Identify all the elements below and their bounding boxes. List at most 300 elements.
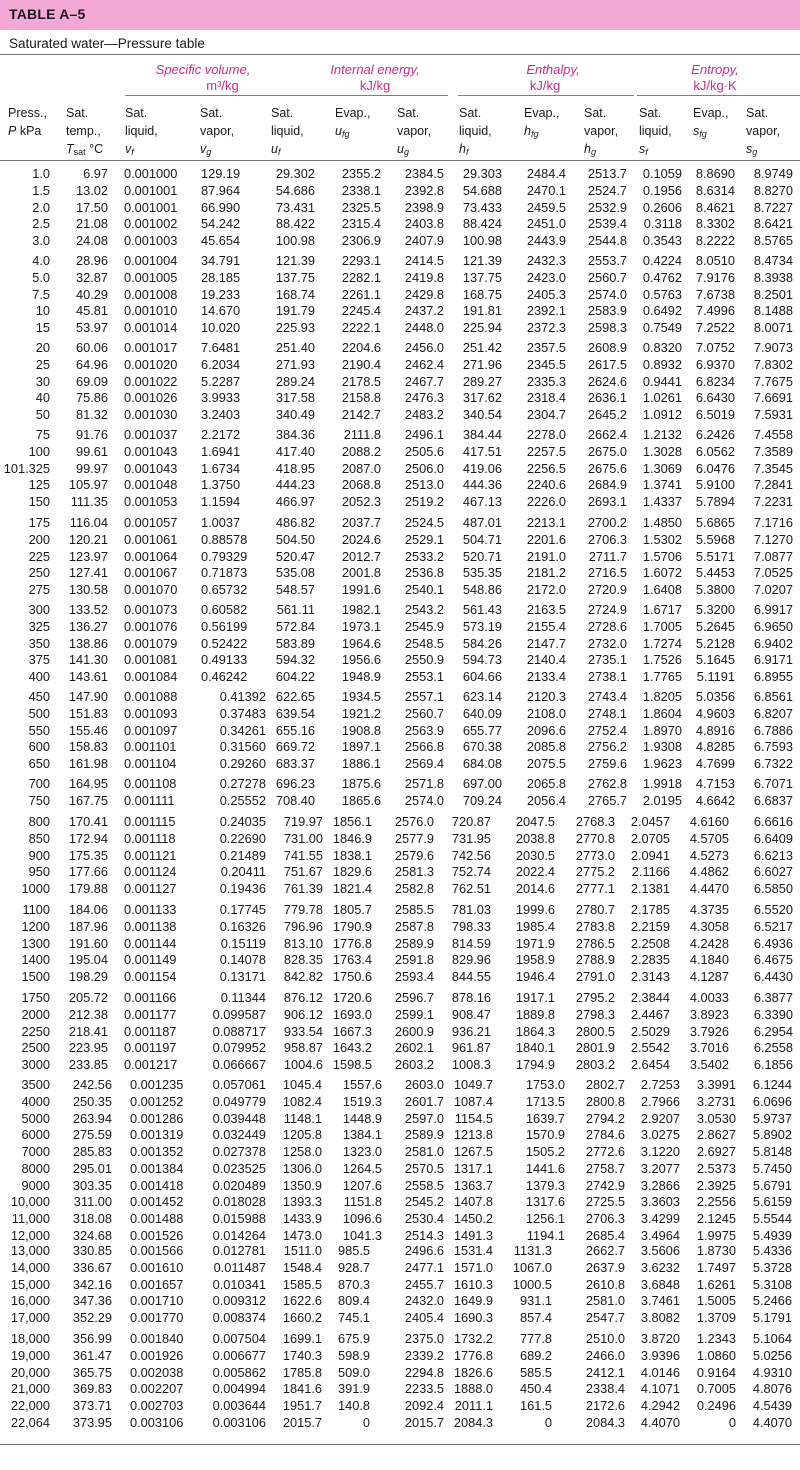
cell-ufg: 2204.6: [341, 340, 381, 355]
cell-hg: 2610.8: [585, 1276, 625, 1292]
cell-sfg: 4.8285: [695, 739, 735, 755]
cell-hg: 2800.8: [585, 1093, 625, 1109]
colhead-hfg: Evap., $h_{fg}$: [524, 106, 560, 139]
cell-tsat: 6.97: [83, 166, 108, 181]
cell-ug: 2392.8: [404, 182, 444, 198]
cell-ufg: 928.7: [337, 1259, 370, 1275]
cell-uf: 1699.1: [282, 1331, 322, 1346]
cell-ug: 2533.2: [404, 548, 444, 564]
cell-vf: 0.001127: [124, 881, 177, 896]
colhead-uf: Sat. liquid, $u_f$: [271, 106, 304, 157]
cell-hfg: 1505.2: [525, 1144, 565, 1159]
cell-sg: 5.6791: [752, 1177, 792, 1193]
cell-ufg: 1982.1: [341, 602, 381, 617]
cell-sfg: 2.3925: [696, 1177, 736, 1193]
cell-press: 350: [28, 635, 50, 651]
cell-hg: 2617.5: [587, 356, 627, 372]
cell-sg: 6.7071: [753, 776, 793, 791]
cell-press: 500: [28, 705, 50, 721]
cell-ug: 2600.9: [394, 1023, 434, 1039]
cell-hf: 54.688: [462, 182, 502, 198]
cell-hg: 2172.6: [585, 1398, 625, 1413]
cell-ug: 2233.5: [404, 1381, 444, 1397]
cell-press: 1500: [21, 969, 50, 984]
cell-vg: 19.233: [201, 286, 241, 302]
cell-uf: 1306.0: [282, 1160, 322, 1176]
cell-sfg: 5.3200: [695, 602, 735, 617]
cell-ufg: 2142.7: [341, 407, 381, 422]
cell-sf: 3.2866: [640, 1177, 680, 1193]
cell-uf: 1951.7: [282, 1398, 322, 1413]
cell-vf: 0.001384: [130, 1160, 184, 1176]
cell-ufg: 1151.8: [343, 1194, 382, 1210]
cell-press: 650: [28, 756, 50, 771]
cell-tsat: 141.30: [68, 652, 108, 668]
cell-sg: 6.5217: [753, 918, 793, 934]
cell-tsat: 187.96: [68, 918, 108, 934]
cell-sg: 4.8076: [752, 1381, 792, 1397]
cell-vf: 0.001108: [124, 776, 177, 791]
cell-vf: 0.001138: [124, 918, 177, 934]
cell-sfg: 6.6430: [695, 390, 735, 406]
cell-tsat: 223.95: [68, 1040, 108, 1056]
cell-hf: 798.33: [451, 918, 491, 934]
cell-hg: 2791.0: [575, 969, 615, 984]
cell-sf: 3.6848: [640, 1276, 680, 1292]
cell-hg: 2798.3: [575, 1006, 615, 1022]
cell-hf: 535.35: [462, 565, 502, 581]
cell-hg: 2662.7: [585, 1243, 625, 1258]
cell-vg: 0.012781: [212, 1243, 266, 1258]
cell-sf: 1.5706: [642, 548, 682, 564]
cell-ug: 2591.8: [394, 952, 434, 968]
cell-hg: 2748.1: [587, 705, 627, 721]
cell-sfg: 7.4996: [695, 303, 735, 319]
cell-sf: 1.9918: [642, 776, 682, 791]
cell-ufg: 1897.1: [341, 739, 381, 755]
cell-vg: 0.29260: [219, 756, 266, 771]
cell-hfg: 2392.1: [526, 303, 566, 319]
cell-tsat: 347.36: [72, 1293, 112, 1309]
cell-hf: 604.66: [462, 669, 502, 684]
cell-sfg: 5.1645: [695, 652, 735, 668]
cell-vg: 0.60582: [201, 602, 248, 617]
cell-ug: 2448.0: [404, 320, 444, 335]
cell-hf: 73.433: [462, 199, 502, 215]
cell-vf: 0.001488: [130, 1211, 184, 1226]
cell-sfg: 8.8690: [695, 166, 735, 181]
cell-vg: 6.2034: [201, 356, 241, 372]
cell-sfg: 1.3709: [696, 1310, 736, 1325]
cell-vf: 0.001418: [130, 1177, 184, 1193]
cell-ufg: 2088.2: [341, 443, 381, 459]
cell-vg: 0.014264: [212, 1227, 266, 1243]
cell-press: 125: [28, 477, 50, 493]
cell-sg: 5.8148: [752, 1144, 792, 1159]
cell-press: 2250: [21, 1023, 50, 1039]
cell-sfg: 7.6738: [695, 286, 735, 302]
cell-press: 700: [28, 776, 50, 791]
cell-hfg: 2256.5: [526, 460, 566, 476]
cell-ug: 2375.0: [404, 1331, 444, 1346]
cell-hf: 1888.0: [453, 1381, 493, 1397]
cell-hfg: 2240.6: [526, 477, 566, 493]
cell-uf: 622.65: [275, 689, 315, 704]
cell-vg: 0.099587: [212, 1006, 266, 1022]
cell-ufg: 2315.4: [341, 216, 381, 232]
cell-hg: 2725.5: [585, 1194, 625, 1210]
cell-sfg: 1.9975: [696, 1227, 736, 1243]
cell-vg: 0.88578: [201, 531, 248, 547]
cell-ug: 2570.5: [404, 1160, 444, 1176]
cell-hf: 504.71: [462, 531, 502, 547]
cell-vf: 0.001008: [124, 286, 178, 302]
cell-press: 1000: [21, 881, 50, 896]
cell-ufg: 1519.3: [342, 1093, 382, 1109]
colhead-sf: Sat. liquid, $s_f$: [639, 106, 672, 157]
cell-hfg: 2451.0: [526, 216, 566, 232]
cell-ufg: 1207.6: [342, 1177, 382, 1193]
cell-vf: 0.001076: [124, 618, 178, 634]
cell-sg: 5.8902: [752, 1127, 792, 1143]
cell-sf: 1.9623: [642, 756, 682, 771]
cell-press: 101.325: [3, 460, 50, 476]
cell-ufg: 2068.8: [341, 477, 381, 493]
cell-hfg: 1570.9: [525, 1127, 565, 1143]
cell-sfg: 4.4862: [689, 864, 729, 880]
cell-tsat: 191.60: [68, 935, 108, 951]
cell-vg: 0.20411: [220, 864, 266, 880]
cell-sg: 7.5931: [753, 407, 793, 422]
cell-uf: 1045.4: [282, 1077, 322, 1092]
cell-press: 200: [28, 531, 50, 547]
cell-uf: 1082.4: [282, 1093, 322, 1109]
cell-ufg: 1384.1: [342, 1127, 382, 1143]
cell-vf: 0.001004: [124, 253, 178, 268]
cell-uf: 2015.7: [282, 1414, 322, 1430]
cell-hfg: 2304.7: [526, 407, 566, 422]
cell-sfg: 0.2496: [696, 1398, 736, 1413]
cell-sg: 8.1488: [753, 303, 793, 319]
cell-hg: 2675.6: [587, 460, 627, 476]
cell-sg: 8.9749: [753, 166, 793, 181]
cell-ufg: 2012.7: [341, 548, 381, 564]
cell-vf: 0.001115: [124, 814, 176, 829]
cell-ufg: 0: [362, 1414, 370, 1430]
bottom-rule: [0, 1444, 800, 1445]
cell-vf: 0.001073: [124, 602, 178, 617]
cell-sf: 1.6717: [642, 602, 682, 617]
cell-hf: 419.06: [462, 460, 502, 476]
cell-vf: 0.001566: [130, 1243, 184, 1258]
cell-vf: 0.003106: [130, 1414, 184, 1430]
cell-sf: 2.0705: [630, 830, 670, 846]
cell-sg: 8.7227: [753, 199, 793, 215]
cell-sg: 6.0696: [752, 1093, 792, 1109]
cell-press: 2000: [21, 1006, 50, 1022]
cell-tsat: 99.61: [75, 443, 108, 459]
cell-press: 10: [35, 303, 50, 319]
cell-hfg: 1441.6: [525, 1160, 565, 1176]
cell-hf: 29.303: [462, 166, 502, 181]
cell-ufg: 1948.9: [341, 669, 381, 684]
cell-sf: 2.3844: [630, 990, 670, 1005]
cell-sg: 7.3545: [753, 460, 793, 476]
cell-vf: 0.001030: [124, 407, 178, 422]
cell-hg: 2794.2: [585, 1110, 625, 1126]
cell-hfg: 2056.4: [526, 792, 566, 808]
cell-ufg: 870.3: [337, 1276, 370, 1292]
cell-hg: 2598.3: [587, 320, 627, 335]
cell-hf: 1317.1: [453, 1160, 493, 1176]
cell-sg: 5.3108: [752, 1276, 792, 1292]
cell-vg: 0.31560: [219, 739, 266, 755]
cell-sg: 4.9310: [752, 1364, 792, 1380]
cell-tsat: 138.86: [68, 635, 108, 651]
cell-hfg: 1317.6: [525, 1194, 565, 1210]
cell-hf: 829.96: [451, 952, 491, 968]
cell-vf: 0.001097: [124, 722, 178, 738]
cell-hg: 2762.8: [587, 776, 627, 791]
cell-sg: 7.3589: [753, 443, 793, 459]
cell-sfg: 4.3735: [689, 902, 729, 917]
cell-vf: 0.001111: [124, 792, 175, 808]
cell-uf: 1258.0: [282, 1144, 322, 1159]
cell-uf: 604.22: [275, 669, 315, 684]
cell-uf: 340.49: [275, 407, 315, 422]
cell-hfg: 2191.0: [526, 548, 566, 564]
cell-vg: 0.41392: [219, 689, 266, 704]
cell-hf: 1267.5: [453, 1144, 493, 1159]
cell-vg: 0.009312: [212, 1293, 266, 1309]
cell-tsat: 123.97: [68, 548, 108, 564]
cell-vf: 0.001070: [124, 582, 178, 597]
cell-tsat: 127.41: [68, 565, 108, 581]
cell-hfg: 1000.5: [512, 1276, 552, 1292]
cell-press: 9000: [21, 1177, 50, 1193]
cell-sf: 2.1785: [630, 902, 670, 917]
cell-sf: 1.8604: [642, 705, 682, 721]
cell-vg: 0.13171: [219, 969, 266, 984]
cell-hf: 584.26: [462, 635, 502, 651]
cell-hfg: 2120.3: [526, 689, 566, 704]
cell-uf: 669.72: [275, 739, 315, 755]
cell-hf: 137.75: [462, 269, 502, 285]
cell-hf: 814.59: [451, 935, 491, 951]
cell-sg: 5.9737: [752, 1110, 792, 1126]
cell-ug: 2581.3: [394, 864, 434, 880]
cell-ufg: 985.5: [337, 1243, 370, 1258]
cell-ufg: 2338.1: [341, 182, 381, 198]
cell-press: 7.5: [32, 286, 50, 302]
cell-tsat: 81.32: [75, 407, 108, 422]
cell-press: 15,000: [10, 1276, 50, 1292]
cell-vf: 0.001026: [124, 390, 178, 406]
cell-press: 2500: [21, 1040, 50, 1056]
cell-sfg: 1.0860: [696, 1347, 736, 1363]
cell-hfg: 2226.0: [526, 494, 566, 509]
cell-hg: 2583.9: [587, 303, 627, 319]
cell-sf: 2.0941: [630, 847, 670, 863]
cell-vg: 129.19: [201, 166, 241, 181]
cell-vf: 0.001064: [124, 548, 178, 564]
cell-hg: 2728.6: [587, 618, 627, 634]
cell-vg: 0.057061: [212, 1077, 266, 1092]
cell-ufg: 1693.0: [332, 1006, 372, 1022]
cell-uf: 796.96: [283, 918, 323, 934]
cell-vf: 0.001177: [124, 1006, 177, 1022]
cell-tsat: 143.61: [68, 669, 108, 684]
cell-sfg: 5.5968: [695, 531, 735, 547]
cell-ufg: 2282.1: [341, 269, 381, 285]
cell-hfg: 1917.1: [515, 990, 555, 1005]
cell-hfg: 2096.6: [526, 722, 566, 738]
cell-press: 11,000: [11, 1211, 50, 1226]
cell-press: 40: [35, 390, 50, 406]
cell-hg: 2560.7: [587, 269, 627, 285]
cell-hg: 2624.6: [587, 373, 627, 389]
cell-hfg: 1379.3: [525, 1177, 565, 1193]
cell-hg: 2800.5: [575, 1023, 615, 1039]
cell-hfg: 2432.3: [526, 253, 566, 268]
cell-tsat: 195.04: [68, 952, 108, 968]
cell-uf: 444.23: [275, 477, 315, 493]
colhead-ug: Sat. vapor, $u_g$: [397, 106, 432, 157]
cell-vf: 0.001166: [124, 990, 177, 1005]
cell-vg: 0.027378: [212, 1144, 266, 1159]
cell-press: 950: [28, 864, 50, 880]
cell-sf: 0.8932: [642, 356, 682, 372]
cell-ufg: 598.9: [337, 1347, 370, 1363]
cell-sg: 5.6159: [752, 1194, 792, 1210]
cell-sfg: 3.2731: [696, 1093, 736, 1109]
cell-press: 1300: [21, 935, 50, 951]
cell-hf: 487.01: [462, 515, 502, 530]
cell-sg: 5.5544: [752, 1211, 792, 1226]
colhead-vf: Sat. liquid, $v_f$: [125, 106, 158, 157]
cell-press: 10,000: [10, 1194, 50, 1210]
cell-ufg: 1557.6: [342, 1077, 382, 1092]
cell-sf: 3.3603: [640, 1194, 680, 1210]
cell-sg: 4.4070: [752, 1414, 792, 1430]
cell-ug: 2582.8: [394, 881, 434, 896]
cell-sf: 1.3028: [642, 443, 682, 459]
cell-sfg: 4.2428: [689, 935, 729, 951]
cell-vg: 0.34261: [219, 722, 266, 738]
cell-hf: 1407.8: [453, 1194, 493, 1210]
cell-ufg: 1865.6: [341, 792, 381, 808]
cell-sfg: 0.7005: [696, 1381, 736, 1397]
cell-vg: 0.46242: [201, 669, 248, 684]
cell-sfg: 1.2343: [696, 1331, 736, 1346]
cell-uf: 1473.0: [282, 1227, 322, 1243]
cell-sf: 1.6072: [642, 565, 682, 581]
cell-sg: 6.8955: [753, 669, 793, 684]
cell-ug: 2403.8: [404, 216, 444, 232]
cell-hg: 2742.9: [585, 1177, 625, 1193]
cell-press: 4.0: [32, 253, 50, 268]
cell-sf: 1.7526: [642, 652, 682, 668]
cell-uf: 828.35: [283, 952, 323, 968]
cell-hfg: 2075.5: [526, 756, 566, 771]
cell-ufg: 2178.5: [341, 373, 381, 389]
cell-tsat: 303.35: [72, 1177, 112, 1193]
cell-hg: 2684.9: [587, 477, 627, 493]
cell-ufg: 2158.8: [341, 390, 381, 406]
cell-sf: 0.5763: [642, 286, 682, 302]
cell-vf: 0.001048: [124, 477, 178, 493]
cell-hfg: 450.4: [519, 1381, 552, 1397]
cell-hf: 271.96: [462, 356, 502, 372]
cell-ufg: 2190.4: [341, 356, 381, 372]
cell-ufg: 1448.9: [342, 1110, 382, 1126]
cell-tsat: 275.59: [72, 1127, 112, 1143]
cell-ug: 2585.5: [394, 902, 434, 917]
cell-sg: 6.3390: [753, 1006, 793, 1022]
cell-sfg: 4.6160: [689, 814, 729, 829]
cell-sfg: 1.5005: [696, 1293, 736, 1309]
cell-tsat: 136.27: [68, 618, 108, 634]
cell-tsat: 369.83: [72, 1381, 112, 1397]
cell-sf: 4.4070: [640, 1414, 680, 1430]
cell-hg: 2770.8: [575, 830, 615, 846]
cell-sf: 2.0195: [642, 792, 682, 808]
cell-hf: 781.03: [451, 902, 491, 917]
cell-vg: 3.2403: [201, 407, 241, 422]
cell-uf: 719.97: [283, 814, 323, 829]
cell-vf: 0.001149: [124, 952, 177, 968]
cell-hg: 2784.6: [585, 1127, 625, 1143]
cell-tsat: 13.02: [75, 182, 108, 198]
cell-vg: 7.6481: [201, 340, 241, 355]
cell-hf: 1826.6: [453, 1364, 493, 1380]
cell-uf: 958.87: [283, 1040, 323, 1056]
cell-vf: 0.001610: [130, 1259, 184, 1275]
cell-hfg: 2405.3: [526, 286, 566, 302]
cell-vg: 5.2287: [201, 373, 241, 389]
cell-hfg: 2065.8: [526, 776, 566, 791]
cell-tsat: 28.96: [75, 253, 108, 268]
cell-sfg: 2.8627: [696, 1127, 736, 1143]
cell-hg: 2773.0: [575, 847, 615, 863]
cell-ug: 2519.2: [404, 494, 444, 509]
cell-sf: 0.2606: [642, 199, 682, 215]
cell-ug: 2429.8: [404, 286, 444, 302]
cell-tsat: 170.41: [68, 814, 108, 829]
cell-uf: 583.89: [275, 635, 315, 651]
cell-hfg: 2443.9: [526, 233, 566, 248]
cell-hg: 2608.9: [587, 340, 627, 355]
cell-ug: 2405.4: [404, 1310, 444, 1325]
cell-sfg: 1.8730: [696, 1243, 736, 1258]
cell-sg: 6.2954: [753, 1023, 793, 1039]
cell-ufg: 1643.2: [332, 1040, 372, 1056]
cell-press: 5.0: [32, 269, 50, 285]
cell-sfg: 7.9176: [695, 269, 735, 285]
cell-press: 22,000: [10, 1398, 50, 1413]
cell-sg: 8.6421: [753, 216, 793, 232]
cell-hfg: 0: [544, 1414, 552, 1430]
cell-hf: 1732.2: [453, 1331, 493, 1346]
cell-uf: 548.57: [275, 582, 315, 597]
cell-vf: 0.001926: [130, 1347, 184, 1363]
cell-ug: 2558.5: [404, 1177, 444, 1193]
cell-vf: 0.001003: [124, 233, 178, 248]
cell-uf: 466.97: [275, 494, 315, 509]
cell-sg: 6.8561: [753, 689, 793, 704]
cell-hg: 2735.1: [587, 652, 627, 668]
cell-hf: 384.44: [462, 427, 502, 442]
